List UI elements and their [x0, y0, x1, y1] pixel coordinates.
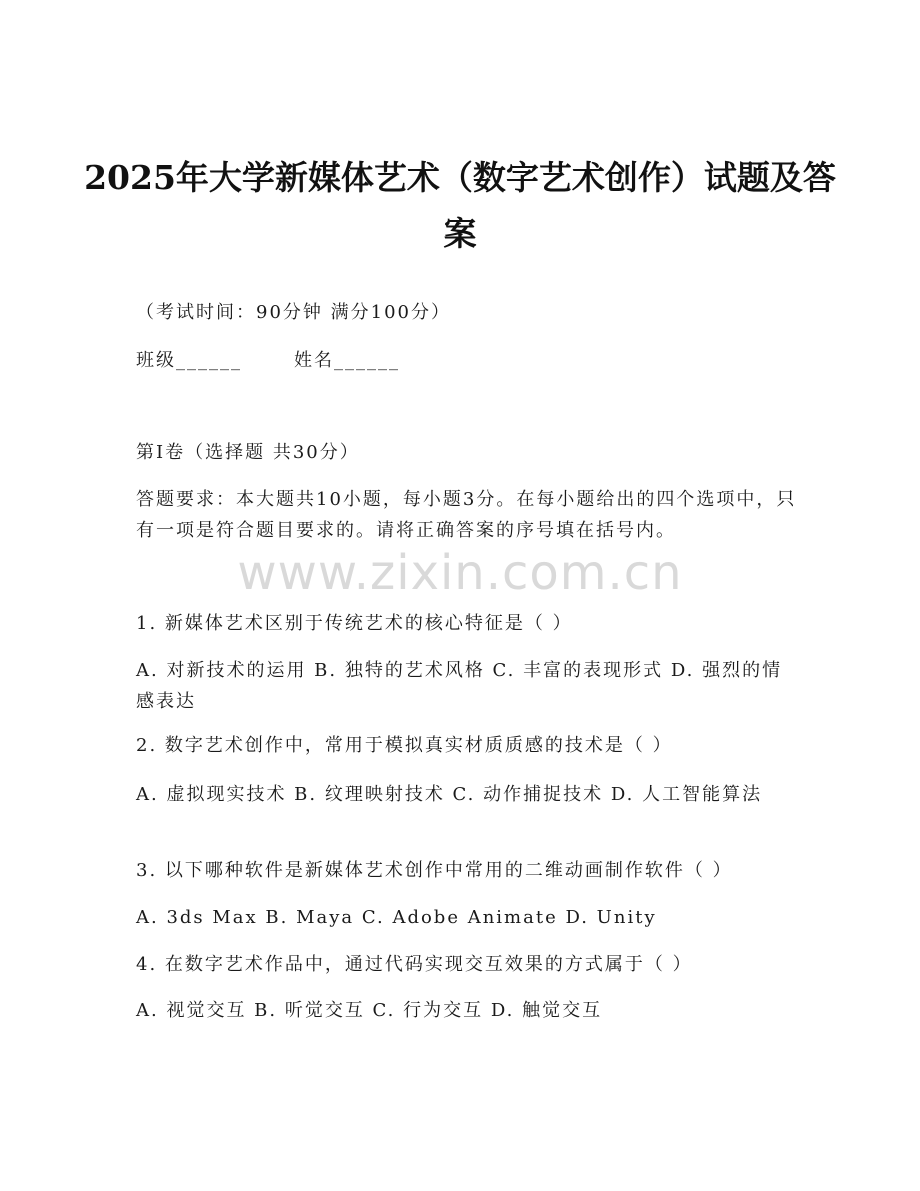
name-field-label: 姓名______	[294, 350, 400, 371]
answer-instruction: 答题要求：本大题共10小题，每小题3分。在每小题给出的四个选项中，只有一项是符合题目要求的。请将正确答案的序号填在括号内。	[136, 489, 797, 541]
student-info-line	[136, 346, 800, 376]
question-stem: 3. 以下哪种软件是新媒体艺术创作中常用的二维动画制作软件（ ）	[136, 860, 733, 881]
section-heading: 第I卷（选择题 共30分）	[136, 442, 360, 463]
question-stem: 2. 数字艺术创作中，常用于模拟真实材质质感的技术是（ ）	[136, 735, 673, 756]
question-stem: 4. 在数字艺术作品中，通过代码实现交互效果的方式属于（ ）	[136, 954, 693, 975]
question-options: A. 3ds Max B. Maya C. Adobe Animate D. Unity	[136, 907, 657, 928]
class-field-label: 班级______	[136, 350, 242, 371]
exam-info: （考试时间：90分钟 满分100分）	[136, 302, 451, 323]
document-title: 2025年大学新媒体艺术（数字艺术创作）试题及答案	[84, 158, 836, 253]
question-options: A. 视觉交互 B. 听觉交互 C. 行为交互 D. 触觉交互	[136, 1000, 603, 1021]
question-options: A. 对新技术的运用 B. 独特的艺术风格 C. 丰富的表现形式 D. 强烈的情感表达	[136, 660, 783, 712]
question-options: A. 虚拟现实技术 B. 纹理映射技术 C. 动作捕捉技术 D. 人工智能算法	[136, 784, 763, 805]
watermark-text: www.zixin.com.cn	[237, 545, 683, 601]
question-stem: 1. 新媒体艺术区别于传统艺术的核心特征是（ ）	[136, 613, 573, 634]
